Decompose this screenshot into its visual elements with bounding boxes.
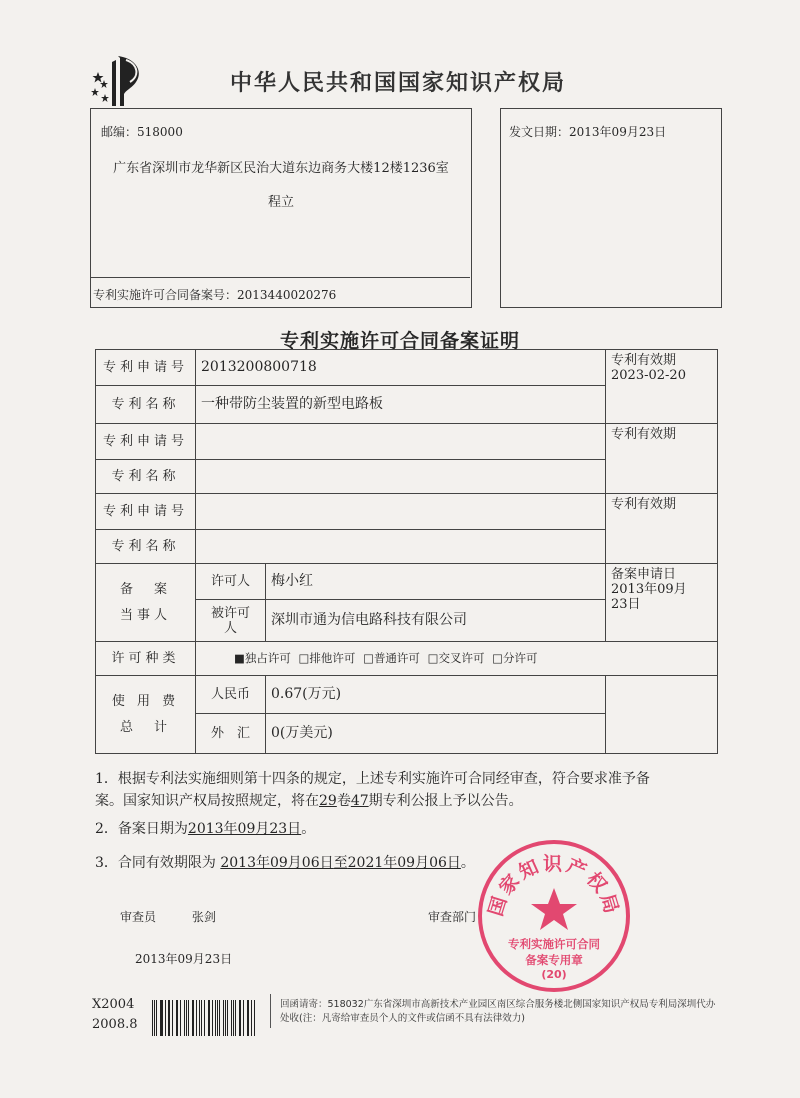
form-date: 2008.8 xyxy=(92,1017,138,1032)
license-option-label: 独占许可 xyxy=(244,651,291,665)
patent-2-validity-label: 专利有效期 xyxy=(611,427,677,442)
fee-rmb-label: 人民币 xyxy=(196,676,266,714)
cnipa-logo-icon xyxy=(90,50,150,110)
fee-rmb-value: 0.67(万元) xyxy=(266,676,606,714)
license-option-label: 交叉许可 xyxy=(438,651,485,665)
parties-label-line-1: 备 案 xyxy=(119,581,171,597)
note-3-text: 3．合同有效期限为 xyxy=(95,855,221,871)
fee-total-label xyxy=(96,676,196,754)
license-option-exclusive xyxy=(234,651,291,665)
licensee-label xyxy=(196,600,266,642)
parties-label-line-2: 当事人 xyxy=(119,607,171,623)
barcode-bar xyxy=(201,1000,202,1036)
seal-line-2: 备案专用章 xyxy=(525,953,583,967)
note-3 xyxy=(95,852,475,874)
postcode-value: 518000 xyxy=(137,125,183,139)
issue-date-label: 发文日期： xyxy=(509,125,570,139)
seal-line-1: 专利实施许可合同 xyxy=(508,937,600,951)
license-option-label: 普通许可 xyxy=(373,651,420,665)
license-option-sub xyxy=(492,651,537,665)
patent-2-number-label: 专利申请号 xyxy=(96,424,196,460)
license-option-sole xyxy=(299,651,356,665)
examiner-line xyxy=(120,908,216,925)
license-option-general xyxy=(363,651,420,665)
apply-date: 2013年09月23日 xyxy=(611,582,687,612)
barcode-bar xyxy=(227,1000,228,1036)
examiner-label: 审查员 xyxy=(120,910,157,924)
patent-1-number-row xyxy=(96,350,718,386)
note-1-text: 案。国家知识产权局按照规定，将在 xyxy=(95,793,319,809)
barcode-bar xyxy=(254,1000,255,1036)
barcode-bar xyxy=(160,1000,161,1036)
patent-2-name-label: 专利名称 xyxy=(96,460,196,494)
barcode-bar xyxy=(161,1000,162,1036)
patent-1-validity: 2023-02-20 xyxy=(611,368,686,383)
patent-2-validity-cell xyxy=(606,424,718,494)
license-option-cross xyxy=(428,651,485,665)
note-2-text: 。 xyxy=(301,821,316,837)
patent-1-number: 2013200800718 xyxy=(196,350,606,386)
parties-label xyxy=(96,564,196,642)
patent-3-validity-label: 专利有效期 xyxy=(611,497,677,512)
official-seal xyxy=(478,840,630,992)
barcode-bar xyxy=(172,1000,173,1036)
licensee-label-line-1: 被许可 xyxy=(210,605,250,621)
barcode-bar xyxy=(196,1000,197,1036)
patent-3-number xyxy=(196,494,606,530)
checkbox-icon: □ xyxy=(298,651,310,665)
gazette-issue: 47 xyxy=(350,793,369,809)
patent-1-name-label: 专利名称 xyxy=(96,386,196,424)
note-1-text: 卷 xyxy=(336,793,351,809)
department-label: 审查部门 xyxy=(428,910,477,924)
license-type-label: 许可种类 xyxy=(96,642,196,676)
barcode-bar xyxy=(219,1000,220,1036)
fee-label-line-1: 使 用 费 xyxy=(111,693,180,709)
checkbox-icon: □ xyxy=(427,651,439,665)
seal-arc-text: 国家知识产权局 xyxy=(484,853,624,919)
barcode-bar xyxy=(176,1000,177,1036)
note-3-text: 。 xyxy=(460,855,475,871)
fee-label-line-2: 总 计 xyxy=(119,719,171,735)
fee-blank-cell xyxy=(606,676,718,754)
recipient-address: 广东省深圳市龙华新区民治大道东边商务大楼12楼1236室 xyxy=(113,161,449,176)
certificate-title: 专利实施许可合同备案证明 xyxy=(279,330,520,352)
patent-1-validity-label: 专利有效期 xyxy=(611,353,677,368)
seal-line-3: (20) xyxy=(541,968,567,981)
barcode-bar xyxy=(215,1000,216,1036)
patent-3-name xyxy=(196,530,606,564)
note-1-line-2 xyxy=(95,790,725,812)
patent-2-number-row xyxy=(96,424,718,460)
address-box xyxy=(90,108,472,308)
note-1-line-1: 1．根据专利法实施细则第十四条的规定，上述专利实施许可合同经审查，符合要求准予备 xyxy=(95,771,650,787)
barcode xyxy=(152,1000,256,1036)
license-option-label: 分许可 xyxy=(503,651,538,665)
fee-rmb-row xyxy=(96,676,718,714)
signoff-date: 2013年09月23日 xyxy=(135,952,233,966)
issue-date-value: 2013年09月23日 xyxy=(569,125,667,139)
record-number-value: 2013440020276 xyxy=(237,288,337,302)
barcode-bar xyxy=(204,1000,205,1036)
certificate-table xyxy=(95,349,718,754)
postcode-label: 邮编： xyxy=(101,125,138,139)
patent-3-validity-cell xyxy=(606,494,718,564)
seal-star-icon xyxy=(531,888,577,930)
issue-date-box xyxy=(500,108,722,308)
barcode-bar xyxy=(240,1000,241,1036)
form-code: X2004 xyxy=(92,997,135,1012)
license-option-label: 排他许可 xyxy=(309,651,356,665)
checkbox-icon: ■ xyxy=(234,651,245,665)
apply-date-cell xyxy=(606,564,718,642)
patent-1-number-label: 专利申请号 xyxy=(96,350,196,386)
note-2 xyxy=(95,818,315,840)
barcode-bar xyxy=(231,1000,232,1036)
contract-start-date: 2013年09月06日 xyxy=(220,855,334,871)
fee-fx-value: 0(万美元) xyxy=(266,714,606,754)
licensee-label-line-2: 人 xyxy=(223,620,237,636)
barcode-bar xyxy=(152,1000,153,1036)
licensor-row xyxy=(96,564,718,600)
barcode-bar xyxy=(247,1000,248,1036)
reply-address: 回函请寄：518032广东省深圳市高新技术产业园区南区综合服务楼北侧国家知识产权局专利局深圳代办处收(注：凡寄给审查员个人的文件或信函不具有法律效力) xyxy=(280,999,716,1024)
patent-3-number-row xyxy=(96,494,718,530)
note-3-text: 至 xyxy=(333,855,348,871)
checkbox-icon: □ xyxy=(363,651,374,665)
patent-1-name: 一种带防尘装置的新型电路板 xyxy=(196,386,606,424)
postcode-line xyxy=(101,123,183,140)
note-1 xyxy=(95,768,725,812)
licensor-name: 梅小红 xyxy=(266,564,606,600)
patent-3-number-label: 专利申请号 xyxy=(96,494,196,530)
record-number-line xyxy=(93,286,336,303)
apply-date-label: 备案申请日 xyxy=(611,567,677,582)
record-date: 2013年09月23日 xyxy=(187,821,302,837)
gazette-volume: 29 xyxy=(319,793,337,809)
barcode-bar xyxy=(180,1000,181,1036)
patent-2-number xyxy=(196,424,606,460)
licensor-label: 许可人 xyxy=(196,564,266,600)
patent-2-name xyxy=(196,460,606,494)
issue-date-line xyxy=(509,123,666,140)
license-type-row xyxy=(96,642,718,676)
note-1-text: 期专利公报上予以公告。 xyxy=(368,793,523,809)
examiner-name: 张剑 xyxy=(191,910,216,924)
patent-3-name-label: 专利名称 xyxy=(96,530,196,564)
barcode-bar xyxy=(188,1000,189,1036)
license-type-options xyxy=(196,642,718,676)
licensee-name: 深圳市通为信电路科技有限公司 xyxy=(266,600,606,642)
contract-end-date: 2021年09月06日 xyxy=(347,855,461,871)
record-number-label: 专利实施许可合同备案号： xyxy=(93,288,238,302)
fee-fx-label: 外 汇 xyxy=(196,714,266,754)
office-title: 中华人民共和国国家知识产权局 xyxy=(230,71,567,96)
patent-1-validity-cell xyxy=(606,350,718,424)
note-2-text: 2．备案日期为 xyxy=(95,821,188,837)
checkbox-icon: □ xyxy=(492,651,503,665)
recipient-name: 程立 xyxy=(267,195,294,210)
